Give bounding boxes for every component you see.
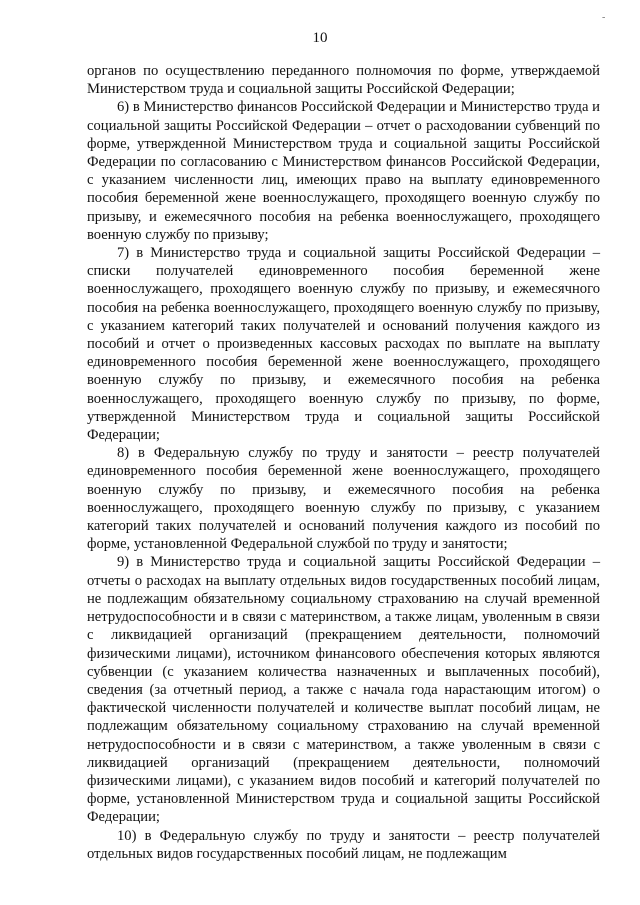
paragraph-item-6: 6) в Министерство финансов Российской Федерации и Министерство труда и социальной защиты Российской Федерации – отчет о расходовании субвенций по форме, утвержденной Министерством труда и социальной защиты Российской Федерации по согласованию с Министерством финансов Российской Федерации, с указанием численности лиц, имеющих право на выплату единовременного пособия беременной жене военнослужащего, проходящего военную службу по призыву, и ежемесячного пособия на ребенка военнослужащего, проходящего военную службу по призыву; [87,99,600,243]
paragraph-item-7: 7) в Министерство труда и социальной защиты Российской Федерации – списки получателей единовременного пособия беременной жене военнослужащего, проходящего военную службу по призыву, и ежемесячного пособия на ребенка военнослужащего, проходящего военную службу по призыву, с указанием категорий таких получателей и оснований получения каждого из пособий и отчет о произведенных кассовых расходах по выплате на выплату единовременного пособия беременной жене военнослужащего, проходящего военную службу по призыву, и ежемесячного пособия на ребенка военнослужащего, проходящего военную службу по призыву, по форме, утвержденной Министерством труда и социальной защиты Российской Федерации; [87,245,600,444]
paragraph-item-10: 10) в Федеральную службу по труду и занятости – реестр получателей отдельных видов государственных пособий лицам, не подлежащим [87,827,600,862]
paragraph-continuation: органов по осуществлению переданного полномочия по форме, утверждаемой Министерством труда и социальной защиты Российской Федерации; [87,63,600,98]
page-number: 10 [312,30,328,46]
paragraph-item-9: 9) в Министерство труда и социальной защиты Российской Федерации – отчеты о расходах на выплату отдельных видов государственных пособий лицам, не подлежащим обязательному социальному страхованию на случай временной нетрудоспособности и в связи с материнством, а также лицам, уволенным в связи с ликвидацией организаций (прекращением деятельности, полномочий физическими лицами), источником финансового обеспечения которых являются субвенции (с указанием количества назначенных и выплаченных пособий), сведения (за отчетный период, а также с начала года нарастающим итогом) о фактической численности получателей и количестве выплат пособий лицам, не подлежащим обязательному социальному страхованию на случай временной нетрудоспособности и в связи с материнством, а также уволенным в связи с ликвидацией организаций (прекращением деятельности, полномочий физическими лицами), с указанием видов пособий и категорий получателей по форме, установленной Министерством труда и социальной защиты Российской Федерации; [87,554,600,826]
paragraph-item-8: 8) в Федеральную службу по труду и занятости – реестр получателей единовременного пособия беременной жене военнослужащего, проходящего военную службу по призыву, и ежемесячного пособия на ребенка военнослужащего, проходящего военную службу по призыву, с указанием категорий таких получателей и оснований получения каждого из пособий по форме, установленной Федеральной службой по труду и занятости; [87,445,600,553]
corner-mark: - [602,12,606,23]
document-body [87,62,600,863]
